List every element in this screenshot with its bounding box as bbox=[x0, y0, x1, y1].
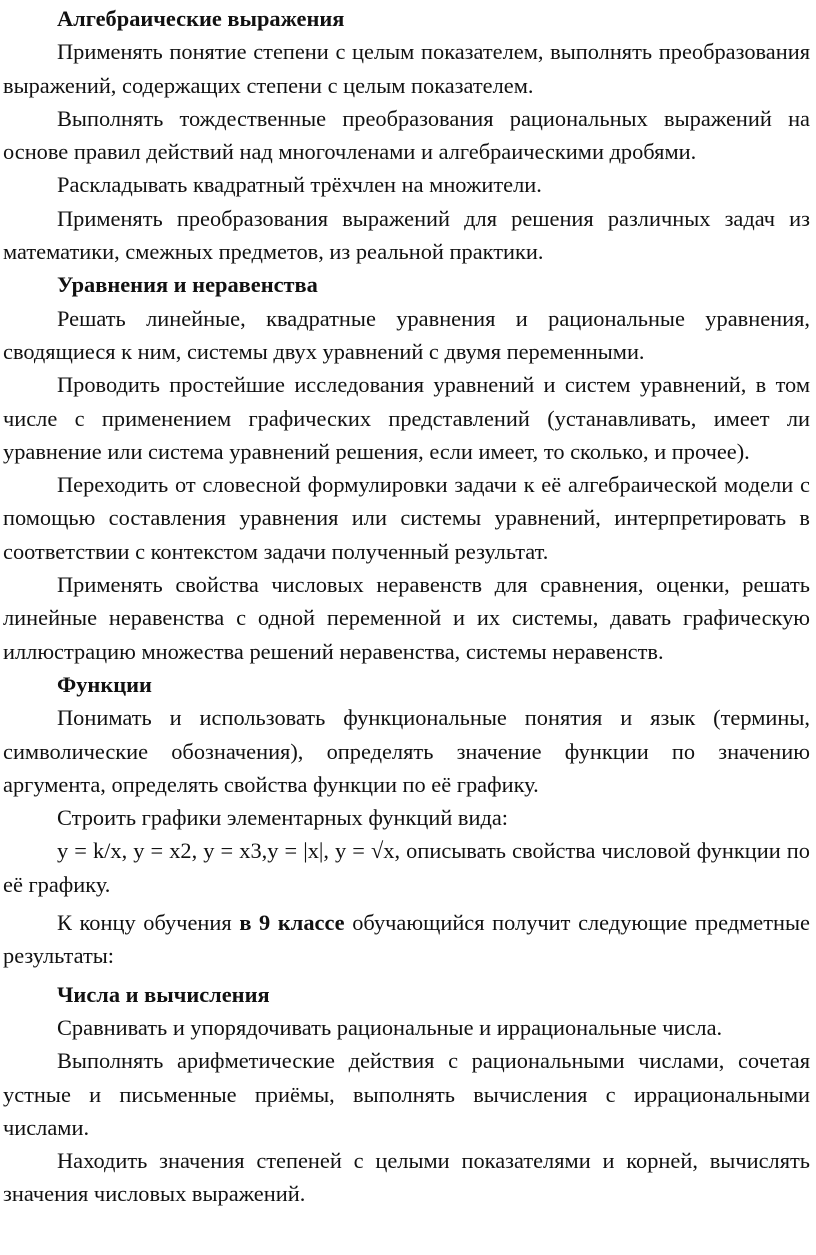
grade9-intro-text: К концу обучения bbox=[57, 910, 240, 936]
section-heading-numbers: Числа и вычисления bbox=[57, 981, 270, 1007]
paragraph: Раскладывать квадратный трёхчлен на множители. bbox=[57, 172, 542, 198]
paragraph: Находить значения степеней с целыми показателями и корней, вычислять значения числовых выражений. bbox=[3, 1148, 810, 1207]
paragraph: Строить графики элементарных функций вида: bbox=[57, 805, 509, 831]
paragraph: Понимать и использовать функциональные понятия и язык (термины, символические обозначения), определять значение функции по значению аргумента, определять свойства функции по её графику. bbox=[3, 705, 810, 797]
grade9-intro-emphasis: в 9 классе bbox=[239, 910, 345, 936]
paragraph: Проводить простейшие исследования уравнений и систем уравнений, в том числе с применением графических представлений (устанавливать, имеет ли уравнение или система уравнений решения, если имеет, то сколько, и прочее). bbox=[3, 372, 810, 464]
section-heading-functions: Функции bbox=[57, 671, 152, 697]
paragraph: Выполнять арифметические действия с рациональными числами, сочетая устные и письменные приёмы, выполнять вычисления с иррациональными числами. bbox=[3, 1048, 810, 1140]
paragraph: Переходить от словесной формулировки задачи к её алгебраической модели с помощью составления уравнения или системы уравнений, интерпретировать в соответствии с контекстом задачи полученный результат. bbox=[3, 472, 810, 564]
paragraph: Сравнивать и упорядочивать рациональные и иррациональные числа. bbox=[57, 1014, 723, 1040]
section-heading-equations: Уравнения и неравенства bbox=[57, 272, 318, 298]
paragraph: Применять понятие степени с целым показателем, выполнять преобразования выражений, содержащих степени с целым показателем. bbox=[3, 39, 810, 98]
paragraph: Применять преобразования выражений для решения различных задач из математики, смежных предметов, из реальной практики. bbox=[3, 205, 810, 265]
paragraph: Решать линейные, квадратные уравнения и рациональные уравнения, сводящиеся к ним, системы двух уравнений с двумя переменными. bbox=[3, 305, 810, 364]
paragraph: Применять свойства числовых неравенств для сравнения, оценки, решать линейные неравенства с одной переменной и их системы, давать графическую иллюстрацию множества решений неравенства, системы неравенств. bbox=[3, 572, 810, 664]
paragraph: y = k/x, y = x2, y = x3,y = |x|, y = √x, описывать свойства числовой функции по её графику. bbox=[3, 838, 810, 897]
paragraph: Выполнять тождественные преобразования рациональных выражений на основе правил действий над многочленами и алгебраическими дробями. bbox=[3, 105, 810, 165]
grade9-intro-text-end: обучающийся получит следующие предметные результаты: bbox=[3, 910, 810, 969]
section-heading-algebraic-expressions: Алгебраические выражения bbox=[57, 6, 345, 31]
grade9-intro-paragraph bbox=[3, 906, 810, 973]
